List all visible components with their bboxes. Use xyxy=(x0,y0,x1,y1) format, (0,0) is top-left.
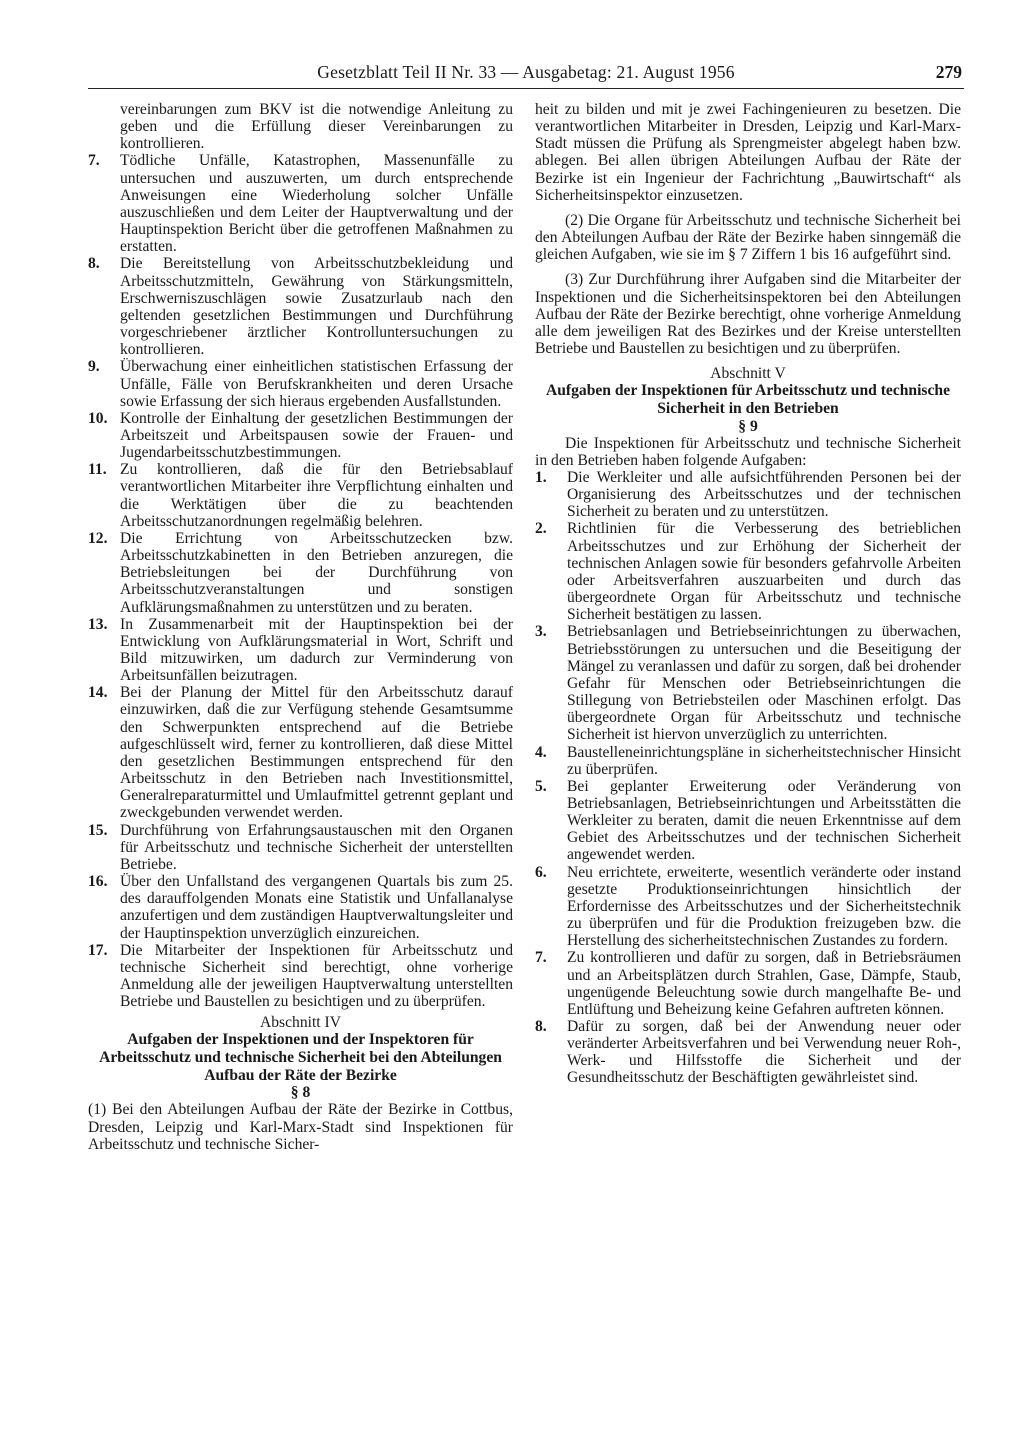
paragraph-text: (2) Die Organe für Arbeitsschutz und technische Sicherheit bei den Abteilungen Aufbau der Räte der Bezirke haben sinngemäß die gleichen Aufgaben, wie sie im § 7 Ziffern 1 bis 16 aufgeführt sind. xyxy=(535,211,961,264)
list-item-text: Die Mitarbeiter der Inspektionen für Arbeitsschutz und technische Sicherheit sind berechtigt, ohne vorherige Anmeldung alle der jeweiligen Hauptverwaltung unterstellten Betriebe und Baustellen zu besichtigen und zu überprüfen. xyxy=(120,941,513,1011)
paragraph-symbol: § 9 xyxy=(738,417,758,435)
left-intro-text: vereinbarungen zum BKV ist die notwendige Anleitung zu geben und die Erfüllung dieser Vereinbarungen zu kontrollieren. xyxy=(120,101,513,153)
list-item-text: Bei der Planung der Mittel für den Arbeitsschutz darauf einzuwirken, daß die zur Verfügung stehende Gesamtsumme den Schwerpunkten entsprechend auf die Betriebe aufgeschlüsselt wird, ferner zu kontrollieren, daß diese Mittel den gesetzlichen Bestimmungen entsprechend für den Arbeitsschutz in den Betrieben nach Investitionsmittel, Generalreparaturmittel und Umlaufmittel getrennt geplant und zweckgebunden verwendet werden. xyxy=(120,684,513,822)
right-column xyxy=(535,101,961,1087)
list-item-number: 2. xyxy=(535,520,547,538)
list-item xyxy=(88,873,513,942)
list-item-number: 15. xyxy=(88,821,108,839)
spacer xyxy=(535,204,961,212)
spacer xyxy=(535,263,961,271)
section-title: Aufgaben der Inspektionen für Arbeitsschutz und technische Sicherheit in den Betrieben xyxy=(545,382,951,417)
list-item-text: Richtlinien für die Verbesserung des betrieblichen Arbeitsschutzes und zur Erhöhung der Sicherheit der technischen Anlagen sowie für besonders gefahrvolle Arbeiten oder Arbeitsverfahren auszuarbeiten und durch das übergeordnete Organ für Arbeitsschutz und technische Sicherheit bestätigen zu lassen. xyxy=(567,520,961,624)
paragraph-text: Die Inspektionen für Arbeitsschutz und technische Sicherheit in den Betrieben haben folgende Aufgaben: xyxy=(535,434,961,469)
section-label: Abschnitt IV xyxy=(260,1014,341,1032)
list-item-number: 16. xyxy=(88,873,108,891)
section-label: Abschnitt V xyxy=(710,365,786,383)
list-item-text: Kontrolle der Einhaltung der gesetzlichen Bestimmungen der Arbeitszeit und Arbeitspausen sowie der Frauen- und Jugendarbeitsschutzbestimmungen. xyxy=(120,409,513,462)
right-list xyxy=(535,469,961,1087)
list-item-number: 3. xyxy=(535,623,547,641)
list-item-text: Zu kontrollieren, daß die für den Betriebsablauf verantwortlichen Mitarbeiter ihre Verpflichtung einhalten und die Werktätigen über die zu beachtenden Arbeitsschutzanordnungen regelmäßig belehren. xyxy=(120,461,513,530)
list-item xyxy=(88,616,513,685)
list-item xyxy=(535,469,961,520)
paragraph-symbol: § 8 xyxy=(290,1084,311,1102)
list-item-text: Bei geplanter Erweiterung oder Veränderung von Betriebsanlagen, Betriebseinrichtungen und Arbeitsstätten die Werkleiter zu beraten, damit die neuen Erkenntnisse auf dem Gebiet des Arbeitsschutzes und der technischen Sicherheit angewendet werden. xyxy=(567,777,961,864)
list-item-number: 17. xyxy=(88,941,108,959)
list-item xyxy=(88,255,513,358)
list-item xyxy=(88,822,513,873)
list-item-text: Die Bereitstellung von Arbeitsschutzbekleidung und Arbeitsschutzmitteln, Gewährung von Stärkungsmitteln, Erschwerniszuschlägen sowie Zusatzurlaub nach den geltenden gesetzlichen Bestimmungen und Durchführung vorgeschriebener ärztlicher Kontrolluntersuchungen zu kontrollieren. xyxy=(120,255,513,359)
list-item-text: Überwachung einer einheitlichen statistischen Erfassung der Unfälle, Fälle von Berufskrankheiten und deren Ursache sowie Erfassung der sich hieraus ergebenden Ausfallstunden. xyxy=(120,358,513,410)
list-item-number: 14. xyxy=(88,684,108,702)
list-item-text: Die Errichtung von Arbeitsschutzecken bzw. Arbeitsschutzkabinetten in den Betrieben anzuregen, die Betriebsleitungen bei der Durchführung von Arbeitsschutzveranstaltungen und sonstigen Aufklärungsmaßnahmen zu unterstützen und zu beraten. xyxy=(120,529,513,616)
list-item-text: Dafür zu sorgen, daß bei der Anwendung neuer oder veränderter Arbeitsverfahren und bei Verwendung neuer Roh-, Werk- und Hilfsstoffe die Sicherheit und der Gesundheitsschutz der Beschäftigten gewährleistet sind. xyxy=(567,1018,961,1087)
list-item xyxy=(88,684,513,821)
list-item xyxy=(88,152,513,255)
list-item-number: 6. xyxy=(535,863,547,881)
list-item xyxy=(535,623,961,743)
list-item-text: Die Werkleiter und alle aufsichtführenden Personen bei der Organisierung des Arbeitsschutzes und der technischen Sicherheit zu beraten und zu unterstützen. xyxy=(567,469,961,521)
list-item-number: 10. xyxy=(88,409,108,427)
list-item-text: Zu kontrollieren und dafür zu sorgen, daß in Betriebsräumen und an Arbeitsplätzen durch Strahlen, Gase, Dämpfe, Staub, ungenügende Beleuchtung sowie durch mangelhafte Be- und Entlüftung und Beheizung keine Gefahren auftreten können. xyxy=(567,949,961,1018)
section-title: Aufgaben der Inspektionen und der Inspektoren für Arbeitsschutz und technische Sicherheit bei den Abteilungen Aufbau der Räte der Bezirke xyxy=(99,1031,502,1084)
list-item-text: Über den Unfallstand des vergangenen Quartals bis zum 25. des darauffolgenden Monats eine Statistik und Unfallanalyse anzufertigen und dem zuständigen Hauptverwaltungsleiter und der Hauptinspektion unverzüglich einzureichen. xyxy=(120,873,513,942)
list-item xyxy=(88,410,513,461)
list-item-number: 7. xyxy=(88,152,100,170)
list-item xyxy=(88,942,513,1011)
list-item xyxy=(535,864,961,950)
list-item xyxy=(535,520,961,623)
continuation-text: heit zu bilden und mit je zwei Fachingenieuren zu besetzen. Die verantwortlichen Mitarbeiter in Dresden, Leipzig und Karl-Marx-Stadt müssen die Prüfung als Sprengmeister abgelegt haben bzw. ablegen. Bei allen übrigen Abteilungen Aufbau der Räte der Bezirke ist ein Ingenieur der Fachrichtung „Bauwirtschaft“ als Sicherheitsinspektor einzusetzen. xyxy=(535,101,961,204)
list-item-text: Baustelleneinrichtungspläne in sicherheitstechnischer Hinsicht zu überprüfen. xyxy=(567,743,961,778)
list-item-number: 13. xyxy=(88,615,108,633)
list-item-text: In Zusammenarbeit mit der Hauptinspektion bei der Entwicklung von Aufklärungsmaterial in Wort, Schrift und Bild mitzuwirken, um dadurch zur Verminderung von Arbeitsunfällen beizutragen. xyxy=(120,615,513,685)
list-item-number: 12. xyxy=(88,529,108,547)
list-item-text: Neu errichtete, erweiterte, wesentlich veränderte oder instand gesetzte Produktionseinrichtungen hinsichtlich der Erfordernisse des Arbeitsschutzes und der Sicherheitstechnik zu überprüfen und für die Produktion freizugeben bzw. die Herstellung des sicherheitstechnischen Zustandes zu fordern. xyxy=(567,863,961,950)
list-item-text: Durchführung von Erfahrungsaustauschen mit den Organen für Arbeitsschutz und technische Sicherheit der unterstellten Betriebe. xyxy=(120,821,513,873)
list-item xyxy=(535,778,961,864)
list-item-number: 8. xyxy=(535,1018,547,1035)
list-item xyxy=(535,1018,961,1087)
list-item xyxy=(535,949,961,1018)
list-item xyxy=(88,461,513,530)
list-item xyxy=(88,530,513,616)
list-item-number: 7. xyxy=(535,949,547,967)
list-item xyxy=(535,744,961,778)
paragraph-text: (3) Zur Durchführung ihrer Aufgaben sind die Mitarbeiter der Inspektionen und die Sicherheitsinspektoren bei den Abteilungen Aufbau der Räte der Bezirke berechtigt, ohne vorherige Anmeldung alle dem jeweiligen Rat des Bezirkes und der Kreise unterstellten Betriebe und Baustellen zu besichtigen und zu überprüfen. xyxy=(535,271,961,358)
list-item-number: 4. xyxy=(535,743,547,761)
list-item-number: 9. xyxy=(88,358,100,376)
list-item-number: 5. xyxy=(535,777,547,795)
list-item-number: 11. xyxy=(88,461,107,479)
left-column xyxy=(88,101,513,1153)
list-item-text: Betriebsanlagen und Betriebseinrichtungen zu überwachen, Betriebsstörungen zu untersuchen und die Beseitigung der Mängel zu veranlassen und dafür zu sorgen, daß bei drohender Gefahr für Menschen oder Betriebseinrichtungen die Stillegung von Betriebsteilen oder Maschinen erfolgt. Das übergeordnete Organ für Arbeitsschutz und technische Sicherheit ist hiervon unverzüglich zu unterrichten. xyxy=(567,623,961,744)
left-list xyxy=(88,152,513,1010)
list-item-text: Tödliche Unfälle, Katastrophen, Massenunfälle zu untersuchen und auszuwerten, um durch entsprechende Anweisungen eine Wiederholung solcher Unfälle auszuschließen und dem Leiter der Hauptverwaltung und der Hauptinspektion Bericht über die getroffenen Maßnahmen zu erstatten. xyxy=(120,152,513,256)
list-item-number: 1. xyxy=(535,469,547,486)
paragraph-text: (1) Bei den Abteilungen Aufbau der Räte der Bezirke in Cottbus, Dresden, Leipzig und Karl-Marx-Stadt sind Inspektionen für Arbeitsschutz und technische Sicher- xyxy=(88,1101,513,1153)
list-item-number: 8. xyxy=(88,255,100,273)
header-title: Gesetzblatt Teil II Nr. 33 — Ausgabetag: 21. August 1956 xyxy=(317,62,735,82)
list-item xyxy=(88,358,513,409)
page-number: 279 xyxy=(935,62,962,82)
page-header xyxy=(88,58,964,89)
